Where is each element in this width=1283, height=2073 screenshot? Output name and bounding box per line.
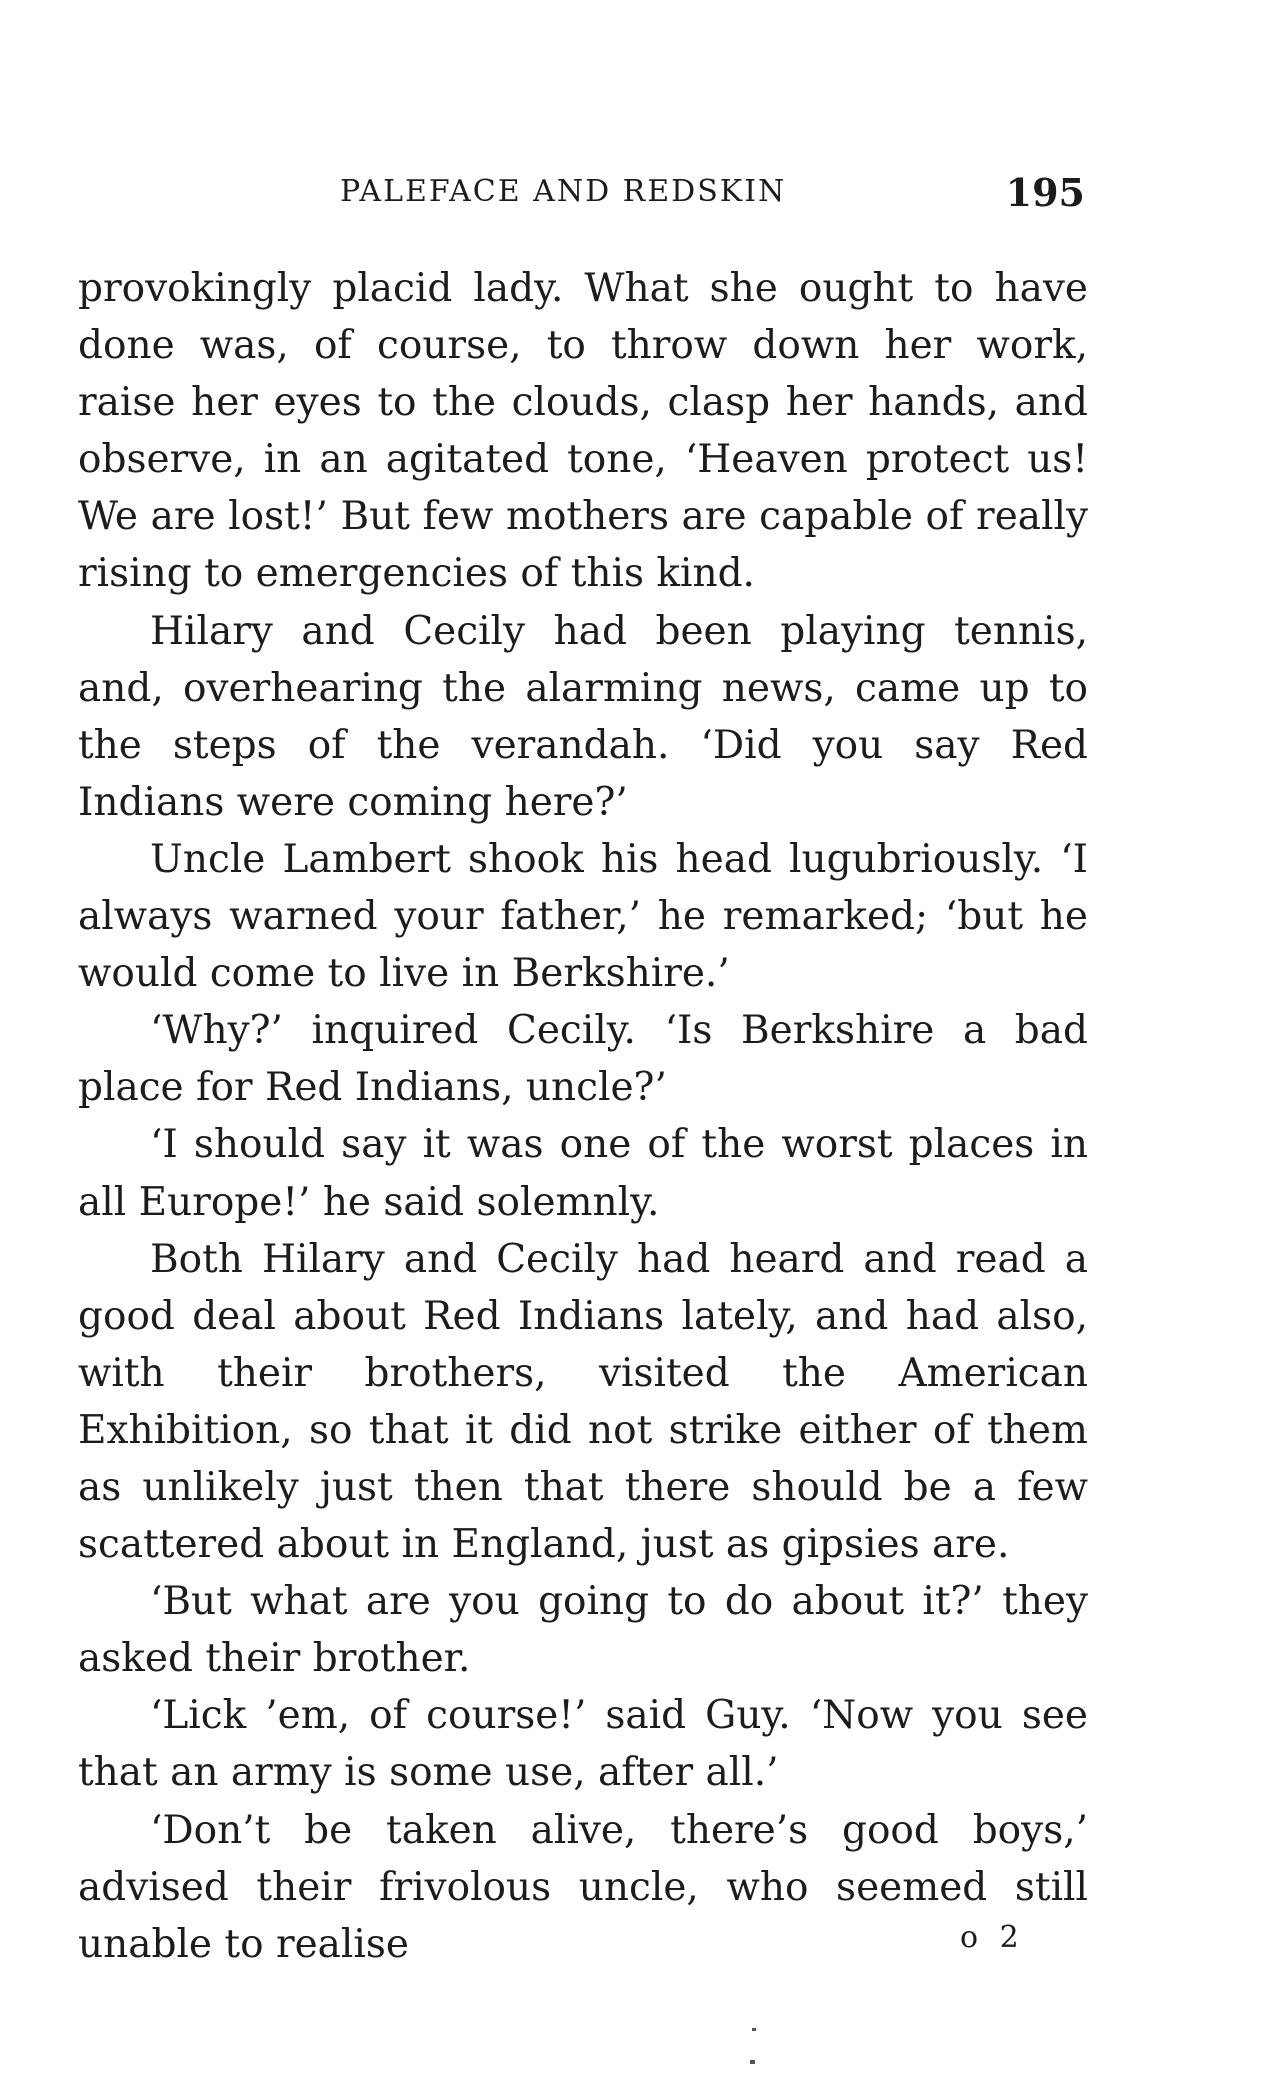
print-speck bbox=[750, 2060, 755, 2064]
paragraph: ‘Why?’ inquired Cecily. ‘Is Berkshire a bad place for Red Indians, uncle?’ bbox=[78, 1008, 1088, 1111]
paragraph: Hilary and Cecily had been playing tennis, and, overhearing the alarming news, came up to the steps of the verandah. ‘Did you say Red Indians were coming here?’ bbox=[78, 608, 1088, 825]
paragraph: Uncle Lambert shook his head lugubriously. ‘I always warned your father,’ he remarked; ‘but he would come to live in Berkshire.’ bbox=[78, 836, 1088, 997]
running-head bbox=[80, 170, 1085, 220]
paragraph: Both Hilary and Cecily had heard and read a good deal about Red Indians lately, and had also, with their brothers, visited the American Exhibition, so that it did not strike either of them as unlikely just then that there should be a few scattered about in England, just as gipsies are. bbox=[78, 1236, 1088, 1568]
signature-mark: o 2 bbox=[960, 1920, 1025, 1955]
print-speck bbox=[752, 2028, 756, 2031]
paragraph: ‘Lick ’em, of course!’ said Guy. ‘Now you see that an army is some use, after all.’ bbox=[78, 1693, 1088, 1796]
running-title: PALEFACE AND REDSKIN bbox=[340, 174, 787, 209]
body-text bbox=[78, 260, 1088, 1973]
page-number: 195 bbox=[1005, 170, 1085, 215]
paragraph: ‘I should say it was one of the worst places in all Europe!’ he said solemnly. bbox=[78, 1122, 1088, 1225]
paragraph: ‘Don’t be taken alive, there’s good boys,’ advised their frivolous uncle, who seemed still unable to realise bbox=[78, 1807, 1088, 1967]
paragraph: provokingly placid lady. What she ought to have done was, of course, to throw down her work, raise her eyes to the clouds, clasp her hands, and observe, in an agitated tone, ‘Heaven protect us! We are lost!’ But few mothers are capable of really rising to emergencies of this kind. bbox=[78, 266, 1088, 597]
paragraph: ‘But what are you going to do about it?’ they asked their brother. bbox=[78, 1579, 1088, 1682]
